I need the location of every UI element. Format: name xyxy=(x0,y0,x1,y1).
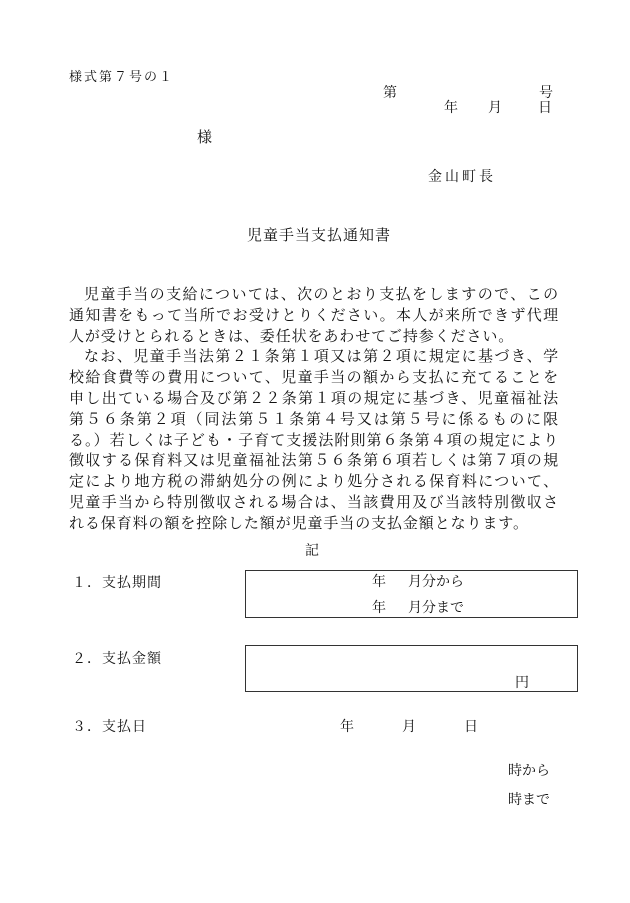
payment-date-year: 年 xyxy=(340,719,354,735)
period-from-text: 月分から xyxy=(408,574,464,590)
issue-date-day: 日 xyxy=(538,100,552,116)
addressee: 様 xyxy=(197,128,213,146)
period-to-text: 月分まで xyxy=(408,600,464,616)
period-from xyxy=(372,571,464,591)
period-to xyxy=(372,597,464,617)
notice-body xyxy=(69,284,559,534)
ki-heading: 記 xyxy=(305,543,319,559)
doc-number-suffix: 号 xyxy=(539,85,553,101)
payment-date-month: 月 xyxy=(402,719,416,735)
issue-date-month: 月 xyxy=(488,100,502,116)
period-to-year: 年 xyxy=(372,600,386,616)
payment-date xyxy=(340,716,478,736)
period-from-year: 年 xyxy=(372,574,386,590)
time-from: 時から xyxy=(508,763,550,779)
issue-date-year: 年 xyxy=(444,100,458,116)
time-to: 時まで xyxy=(508,792,550,808)
notice-paragraph-2: なお、児童手当法第２１条第１項又は第２項に規定に基づき、学校給食費等の費用について、児童手当の額から支払に充てることを申し出ている場合及び第２２条第１項の規定に基づき、児童福祉法第５６条第２項（同法第５１条第４号又は第５号に係るものに限る。）若しくは子ども・子育て支援法附則第６条第４項の規定により徴収する保育料又は児童福祉法第５６条第６項若しくは第７項の規定により地方税の滞納処分の例により処分される保育料について、児童手当から特別徴収される場合は、当該費用及び当該特別徴収される保育料の額を控除した額が児童手当の支払金額となります。 xyxy=(69,347,559,532)
payment-period-box xyxy=(245,570,578,618)
form-number: 様式第７号の１ xyxy=(69,70,175,85)
payment-amount-box xyxy=(245,645,578,692)
payment-period-label: １．支払期間 xyxy=(72,575,162,591)
document-title: 児童手当支払通知書 xyxy=(247,226,392,244)
notice-paragraph-1: 児童手当の支給については、次のとおり支払をしますので、この通知書をもって当所でお受けとりください。本人が来所できず代理人が受けとられるときは、委任状をあわせてご持参ください。 xyxy=(69,285,559,345)
doc-number-prefix: 第 xyxy=(383,85,397,101)
yen-unit: 円 xyxy=(515,675,529,691)
payment-date-label: ３．支払日 xyxy=(72,719,147,735)
issuer: 金山町長 xyxy=(428,169,496,185)
payment-date-day: 日 xyxy=(464,719,478,735)
issue-date xyxy=(444,97,552,117)
payment-amount-label: ２．支払金額 xyxy=(72,651,162,667)
